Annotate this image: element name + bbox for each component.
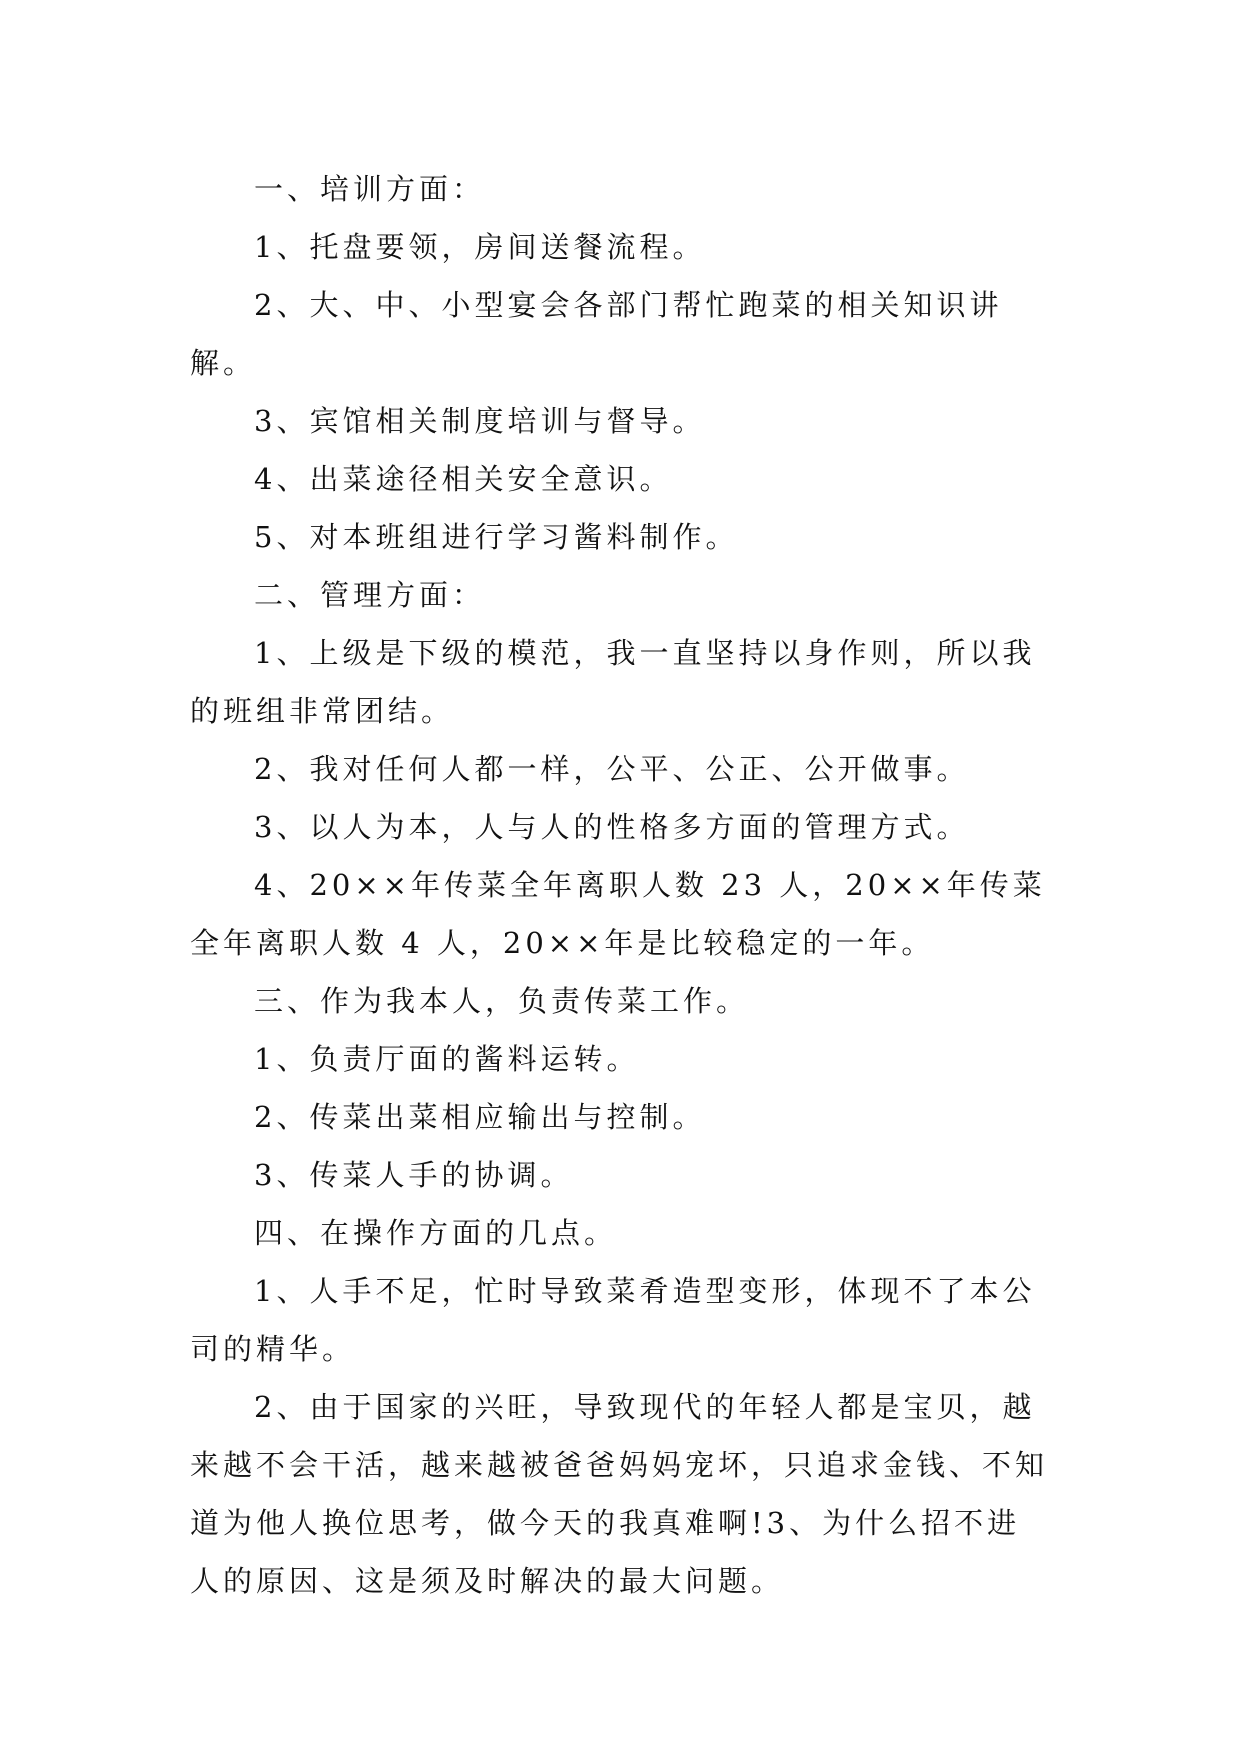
list-item: 1、托盘要领，房间送餐流程。 — [254, 230, 706, 264]
list-item: 1、上级是下级的模范，我一直坚持以身作则，所以我的班组非常团结。 — [190, 636, 1036, 728]
list-item: 2、传菜出菜相应输出与控制。 — [254, 1100, 706, 1134]
document-body — [190, 160, 1050, 1610]
list-item: 1、负责厅面的酱料运转。 — [254, 1042, 640, 1076]
list-item: 1、人手不足，忙时导致菜肴造型变形，体现不了本公司的精华。 — [190, 1274, 1036, 1366]
list-item: 4、20××年传菜全年离职人数 23 人，20××年传菜全年离职人数 4 人，20××年是比较稳定的一年。 — [190, 868, 1046, 960]
list-item: 2、我对任何人都一样，公平、公正、公开做事。 — [254, 752, 970, 786]
list-item: 4、出菜途径相关安全意识。 — [254, 462, 673, 496]
list-item: 3、宾馆相关制度培训与督导。 — [254, 404, 706, 438]
list-item: 3、传菜人手的协调。 — [254, 1158, 574, 1192]
list-item: 2、由于国家的兴旺，导致现代的年轻人都是宝贝，越来越不会干活，越来越被爸爸妈妈宠坏，只追求金钱、不知道为他人换位思考，做今天的我真难啊!3、为什么招不进人的原因、这是须及时解决的最大问题。 — [190, 1390, 1049, 1598]
list-item: 5、对本班组进行学习酱料制作。 — [254, 520, 739, 554]
section-heading-personal: 三、作为我本人，负责传菜工作。 — [254, 984, 750, 1018]
list-item: 3、以人为本，人与人的性格多方面的管理方式。 — [254, 810, 970, 844]
section-heading-operations: 四、在操作方面的几点。 — [254, 1216, 618, 1250]
section-heading-management: 二、管理方面： — [254, 578, 486, 612]
section-heading-training: 一、培训方面： — [254, 172, 486, 206]
list-item: 2、大、中、小型宴会各部门帮忙跑菜的相关知识讲解。 — [190, 288, 1003, 380]
